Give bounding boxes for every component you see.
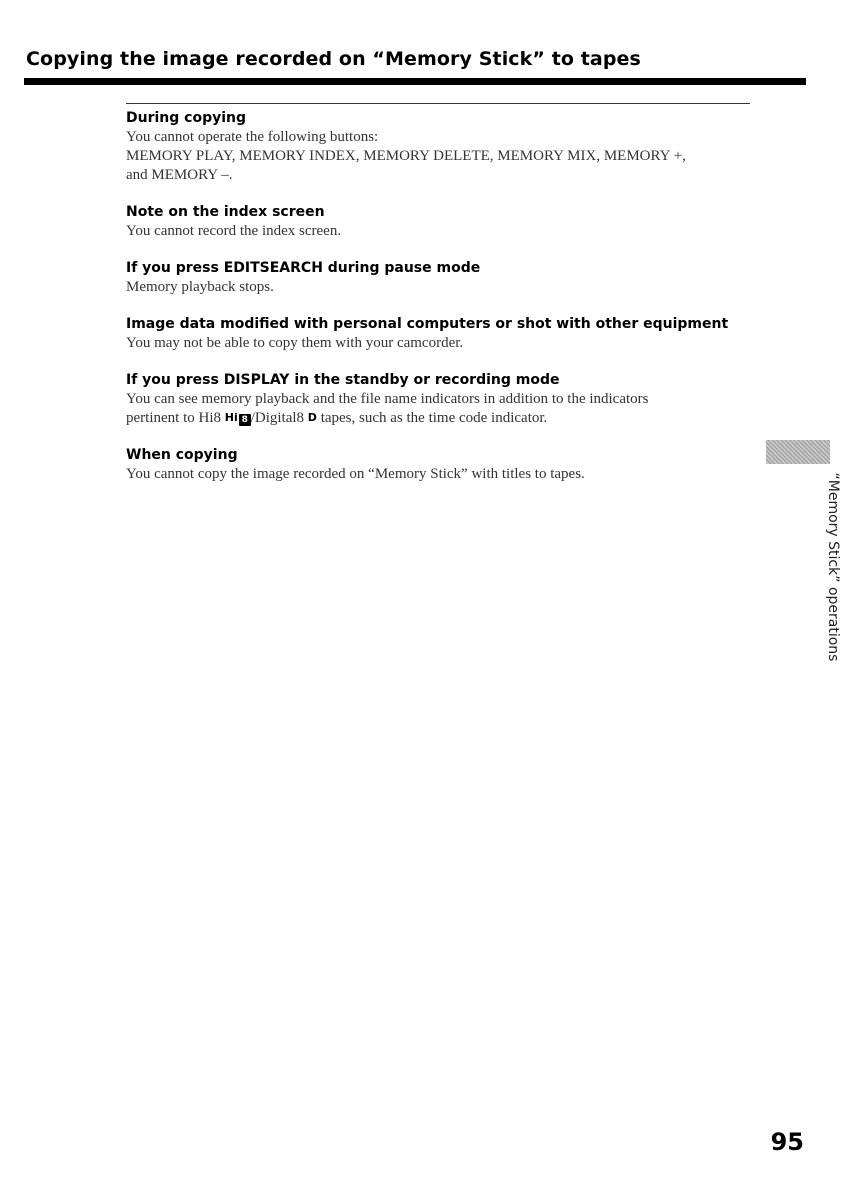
- section-index-screen: [126, 202, 750, 241]
- heading-rule: [24, 78, 806, 85]
- section-body: [126, 222, 750, 241]
- body-line: and MEMORY –.: [126, 167, 233, 183]
- body-line: You cannot record the index screen.: [126, 223, 342, 239]
- section-during-copying: [126, 108, 750, 185]
- body-line: /Digital8: [250, 410, 308, 426]
- side-tab-marker: [766, 440, 830, 464]
- section-editsearch: [126, 258, 750, 297]
- section-title: Note on the index screen: [126, 204, 325, 220]
- body-line: You may not be able to copy them with your camcorder.: [126, 335, 464, 351]
- body-line: pertinent to Hi8: [126, 410, 225, 426]
- side-tab-label: “Memory Stick” operations: [825, 472, 841, 662]
- body-line: You cannot copy the image recorded on “Memory Stick” with titles to tapes.: [126, 466, 585, 482]
- section-title: If you press EDITSEARCH during pause mode: [126, 260, 481, 276]
- hi8-logo-text: Hi: [224, 411, 238, 424]
- section-display: [126, 370, 750, 428]
- page-heading: Copying the image recorded on “Memory Stick” to tapes: [26, 48, 641, 70]
- digital8-logo-icon: D: [307, 411, 317, 424]
- section-title: When copying: [126, 447, 238, 463]
- hi8-logo-icon: [225, 412, 251, 426]
- body-line: You cannot operate the following buttons:: [126, 129, 379, 145]
- section-when-copying: [126, 445, 750, 484]
- section-title: During copying: [126, 110, 247, 126]
- body-line: MEMORY PLAY, MEMORY INDEX, MEMORY DELETE, MEMORY MIX, MEMORY +,: [126, 148, 686, 164]
- section-body: [126, 390, 750, 428]
- content-area: [126, 103, 750, 501]
- section-title: Image data modified with personal computers or shot with other equipment: [126, 316, 729, 332]
- page-number: 95: [770, 1128, 804, 1156]
- section-body: [126, 278, 750, 297]
- section-body: [126, 465, 750, 484]
- body-line: Memory playback stops.: [126, 279, 274, 295]
- section-body: [126, 334, 750, 353]
- section-body: [126, 128, 750, 185]
- body-line: tapes, such as the time code indicator.: [316, 410, 548, 426]
- section-image-data: [126, 314, 750, 353]
- section-title: If you press DISPLAY in the standby or recording mode: [126, 372, 560, 388]
- hi8-logo-box: 8: [239, 414, 251, 426]
- body-line: You can see memory playback and the file name indicators in addition to the indicators: [126, 391, 649, 407]
